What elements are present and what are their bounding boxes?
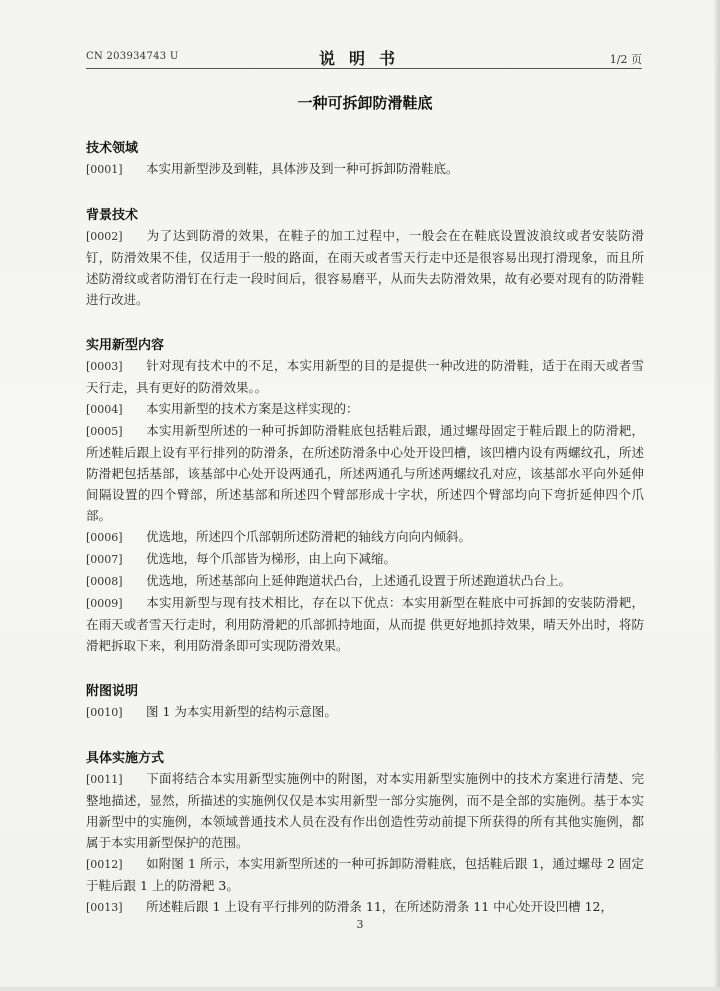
document-kind: 说明书 (318, 49, 409, 68)
page-header (86, 46, 642, 69)
section-heading: 技术领域 (86, 141, 139, 156)
paragraph-text: 如附图 1 所示，本实用新型所述的一种可拆卸防滑鞋底，包括鞋后跟 1，通过螺母 2 固定于鞋后跟 1 上的防滑耙 3。 (86, 856, 644, 893)
paragraph-number: [0009] (86, 597, 123, 610)
paragraph (86, 398, 644, 420)
paragraph-text: 针对现有技术中的不足，本实用新型的目的是提供一种改进的防滑鞋，适于在雨天或者雪天行走，具有更好的防滑效果。。 (86, 358, 644, 395)
section-heading: 实用新型内容 (86, 338, 165, 353)
paragraph (86, 355, 644, 398)
document-body (86, 92, 644, 942)
paragraph (86, 548, 644, 570)
paragraph-number: [0010] (86, 706, 123, 719)
paragraph (86, 570, 644, 592)
section-technical-field (86, 137, 644, 180)
paragraph (86, 592, 644, 656)
publication-number: CN 203934743 U (86, 51, 179, 62)
paragraph-number: [0002] (86, 230, 123, 243)
paragraph (86, 768, 644, 853)
paragraph-text: 优选地，每个爪部皆为梯形，由上向下减缩。 (146, 551, 397, 566)
paragraph-number: [0007] (86, 553, 123, 566)
paragraph (86, 701, 644, 723)
paragraph (86, 853, 644, 896)
paragraph-text: 下面将结合本实用新型实施例中的附图，对本实用新型实施例中的技术方案进行清楚、完整地描述，显然，所描述的实施例仅仅是本实用新型一部分实施例，而不是全部的实施例。基于本实用新型中的实施例，本领域普通技术人员在没有作出创造性劳动前提下所获得的所有其他实施例，都属于本实用新型保护的范围。 (86, 771, 644, 850)
paragraph (86, 420, 644, 526)
paragraph-text: 本实用新型所述的一种可拆卸防滑鞋底包括鞋后跟，通过螺母固定于鞋后跟上的防滑耙，所述鞋后跟上设有平行排列的防滑条，在所述防滑条中心处开设凹槽，该凹槽内设有两螺纹孔，所述防滑耙包括基部，该基部中心处开设两通孔，所述两通孔与所述两螺纹孔对应，该基部水平向外延伸间隔设置的四个臂部，所述基部和所述四个臂部形成十字状，所述四个臂部均向下弯折延伸四个爪部。 (86, 423, 644, 523)
section-drawings (86, 680, 644, 723)
paragraph-number: [0003] (86, 360, 123, 373)
paragraph-text: 本实用新型的技术方案是这样实现的： (146, 401, 359, 416)
section-summary (86, 334, 644, 656)
document-title: 一种可拆卸防滑鞋底 (297, 94, 433, 112)
paragraph-text: 图 1 为本实用新型的结构示意图。 (146, 704, 337, 719)
page-count: 1/2 页 (609, 53, 642, 66)
paragraph-text: 优选地，所述四个爪部朝所述防滑耙的轴线方向向内倾斜。 (146, 529, 472, 544)
paragraph-number: [0001] (86, 163, 123, 176)
paragraph-number: [0008] (86, 575, 123, 588)
paragraph-number: [0005] (86, 425, 123, 438)
page-number: 3 (356, 918, 364, 931)
paragraph-number: [0004] (86, 403, 123, 416)
section-heading: 具体实施方式 (86, 751, 165, 766)
section-heading: 附图说明 (86, 684, 139, 699)
paragraph-text: 本实用新型涉及到鞋，具体涉及到一种可拆卸防滑鞋底。 (146, 161, 459, 176)
section-heading: 背景技术 (86, 208, 139, 223)
paragraph-number: [0013] (86, 901, 123, 914)
paragraph-text: 优选地，所述基部向上延伸跑道状凸台，上述通孔设置于所述跑道状凸台上。 (146, 573, 572, 588)
paragraph-text: 本实用新型与现有技术相比，存在以下优点：本实用新型在鞋底中可拆卸的安装防滑耙，在雨天或者雪天行走时，利用防滑耙的爪部抓持地面，从而提 供更好地抓持效果，晴天外出时，将防滑耙拆取下来，利用防滑条即可实现防滑效果。 (86, 595, 644, 653)
paragraph-text: 所述鞋后跟 1 上设有平行排列的防滑条 11，在所述防滑条 11 中心处开设凹槽 12， (146, 899, 614, 914)
page-edge-right (714, 0, 720, 991)
section-embodiments (86, 747, 644, 918)
paragraph-number: [0011] (86, 773, 123, 786)
paragraph (86, 896, 644, 918)
paragraph-number: [0012] (86, 858, 123, 871)
paragraph (86, 158, 644, 180)
paragraph-text: 为了达到防滑的效果，在鞋子的加工过程中，一般会在在鞋底设置波浪纹或者安装防滑钉，防滑效果不佳，仅适用于一般的路面，在雨天或者雪天行走中还是很容易出现打滑现象，而且所述防滑纹或者防滑钉在行走一段时间后，很容易磨平，从而失去防滑效果，故有必要对现有的防滑鞋进行改进。 (86, 228, 644, 307)
paragraph-number: [0006] (86, 531, 123, 544)
paragraph (86, 225, 644, 310)
paragraph (86, 526, 644, 548)
page-edge-bottom (0, 987, 720, 991)
section-background (86, 204, 644, 310)
